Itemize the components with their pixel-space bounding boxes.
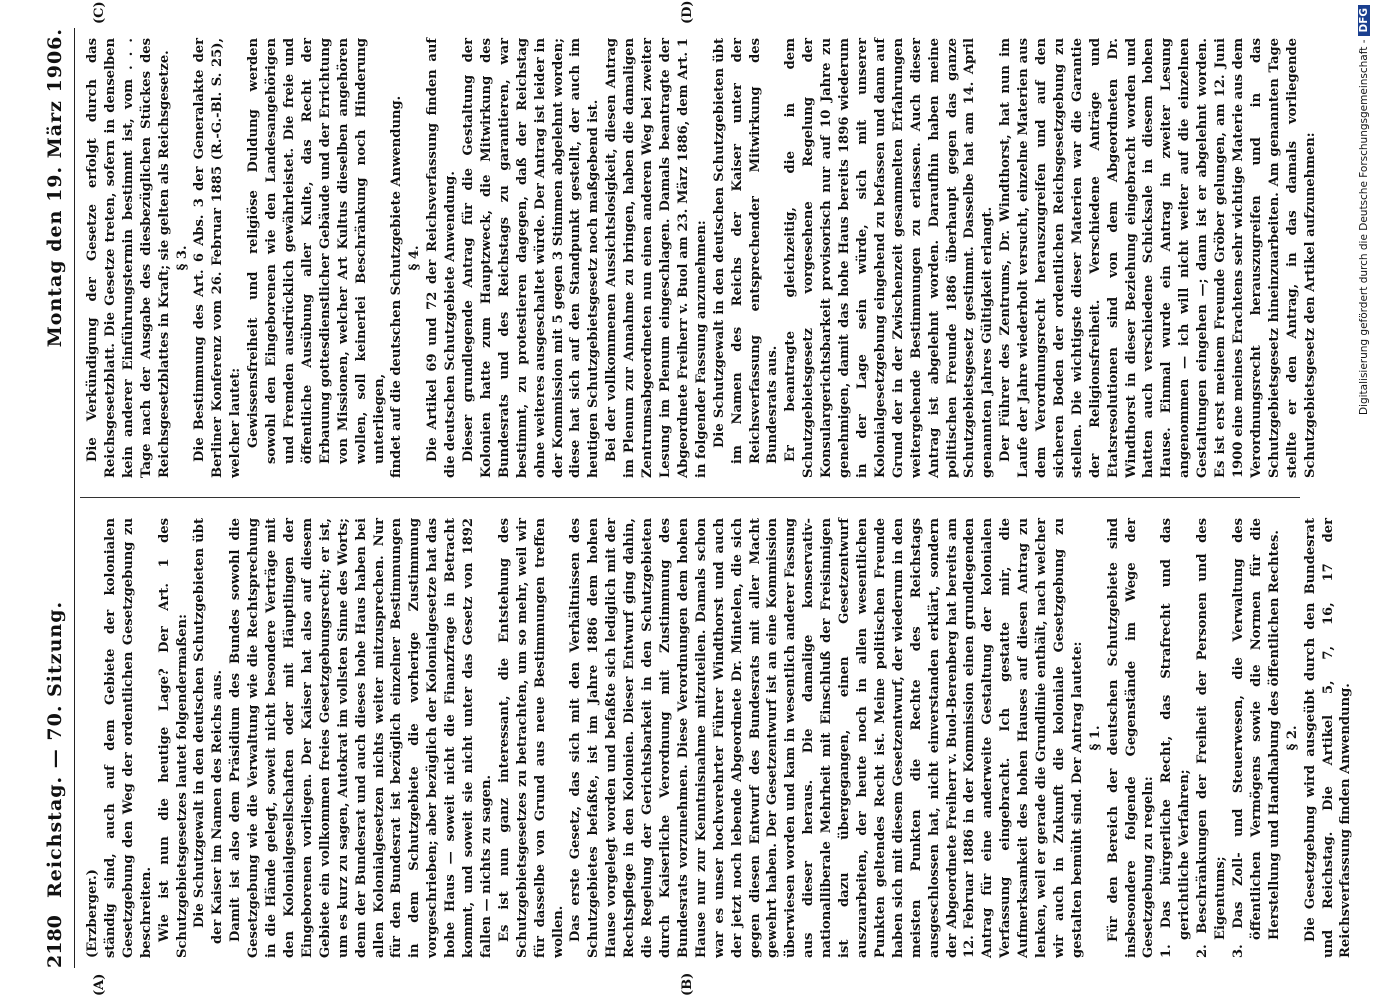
paragraph: Dieser grundlegende Antrag für die Gestaltung der Kolonien hatte zum Hauptzweck, die Mitwirkung des Bundesrats und des Reichstags zu garantieren, war bestimmt, zu protestieren dagegen, daß der Reichstag ohne weiteres ausgeschaltet würde. Der Antrag ist leider in der Kommission mit 5 gegen 3 Stimmen abgelehnt worden; diese hat sich auf den Standpunkt gestellt, der auch im heutigen Schutzgebietsgesetz noch maßgebend ist.: [461, 38, 602, 478]
paragraph: findet auf die deutschen Schutzgebiete Anwendung.: [389, 95, 405, 478]
list-item: 3. Das Zoll- und Steuerwesen, die Verwaltung des öffentlichen Vermögens sowie die Normen für die Herstellung und Handhabung des öffentlichen Rechtes.: [1231, 518, 1282, 958]
paragraph: Er beantragte gleichzeitig, die in dem Schutzgebietsgesetz vorgesehene Regelung der Konsulargerichtsbarkeit provisorisch nur auf 10 Jahre zu genehmigen, damit das hohe Haus bereits 1896 wiederum in der Lage sein würde, sich mit unserer Kolonialgesetzgebung eingehend zu befassen und dann auf Grund der in der Zwischenzeit gesammelten Erfahrungen weitergehende Bestimmungen zu erlassen. Auch dieser Antrag ist abgelehnt worden. Daraufhin haben meine politischen Freunde 1886 überhaupt gegen das ganze Schutzgebietsgesetz gestimmt. Dasselbe hat am 14. April genannten Jahres Gültigkeit erlangt.: [783, 38, 996, 478]
margin-marker-d: (D): [680, 0, 695, 24]
paragraph: Wie ist nun die heutige Lage? Der Art. 1 des Schutzgebietsgesetzes lautet folgendermaßen:: [156, 518, 190, 958]
section-heading: § 3.: [174, 245, 190, 271]
paragraph: Bei der vollkommenen Aussichtslosigkeit, diesen Antrag im Plenum zur Annahme zu bringen, haben die damaligen Zentrumsabgeordneten nun einen anderen Weg bei zweiter Lesung im Plenum eingeschlagen. Damals beantragte der Abgeordnete Freiherr v. Buol am 23. März 1886, dem Art. 1 in folgender Fassung anzunehmen:: [604, 38, 709, 478]
list-item: 1. Das bürgerliche Recht, das Strafrecht und das gerichtliche Verfahren;: [1159, 518, 1193, 958]
margin-marker-a: (A): [92, 973, 107, 996]
session-title: Reichstag. — 70. Sitzung.: [44, 600, 66, 898]
dfg-logo: DFG: [1358, 5, 1370, 36]
session-date: Montag den 19. März 1906.: [44, 28, 66, 348]
margin-marker-b: (B): [680, 972, 695, 996]
right-column: [84, 38, 1320, 478]
digitization-credit: Digitalisierung gefördert durch die Deutsche Forschungsgemeinschaft -: [1358, 39, 1370, 416]
section-heading: § 2.: [1284, 725, 1300, 751]
page-header: [40, 28, 75, 968]
rotated-page: [40, 0, 1354, 996]
left-column: [84, 518, 1355, 958]
list-item: 2. Beschränkungen der Freiheit der Personen und des Eigentums;: [1195, 518, 1229, 958]
paragraph: Die Verkündigung der Gesetze erfolgt durch das Reichsgesetzblatt. Die Gesetze treten, sofern in denselben kein anderer Einführungstermin bestimmt ist, vom . . . Tage nach der Ausgabe des diesbezüglichen Stückes des Reichsgesetzblattes in Kraft; sie gelten als Reichsgesetze.: [85, 38, 172, 478]
quoted-article: Gewissensfreiheit und religiöse Duldung werden sowohl den Eingeborenen wie den Landesangehörigen und Fremden ausdrücklich gewährleistet. Die freie und öffentliche Ausübung aller Kulte, das Recht der Erbauung gottesdienstlicher Gebäude und der Errichtung von Missionen, welcher Art Kultus dieselben angehören wollen, soll keinerlei Beschränkung noch Hinderung unterliegen,: [246, 37, 387, 464]
paragraph: Das erste Gesetz, das sich mit den Verhältnissen des Schutzgebietes befaßte, ist im Jahre 1886 dem hohen Hause vorgelegt worden und befaßte sich lediglich mit der Rechtspflege in den Kolonien. Dieser Entwurf ging dahin, die Regelung der Gerichtsbarkeit in den Schutzgebieten durch Kaiserliche Verordnung mit Zustimmung des Bundesrats vorzunehmen. Diese Verordnungen dem hohen Hause nur zur Kenntnisnahme mitzuteilen. Damals schon war es unser hochverehrter Führer Windthorst und auch der jetzt noch lebende Abgeordnete Dr. Mintelen, die sich gegen diesen Entwurf des Bundesrats mit aller Macht gewehrt haben. Der Gesetzentwurf ist an eine Kommission überwiesen worden und kam in wesentlich anderer Fassung aus dieser heraus. Die damalige konservativ-nationalliberale Mehrheit mit Einschluß der Freisinnigen ist dazu übergegangen, einen Gesetzentwurf auszuarbeiten, der heute noch in allen wesentlichen Punkten geltendes Recht ist. Meine politischen Freunde haben sich mit diesem Gesetzentwurf, der wiederum in den meisten Punkten die Rechte des Reichstags ausgeschlossen hat, nicht einverstanden erklärt, sondern der Abgeordnete Freiherr v. Buol-Berenberg hat bereits am 12. Februar 1886 in der Kommission einen grundlegenden Antrag für eine anderweite Gestaltung der kolonialen Verfassung eingebracht. Ich gestatte mir, die Aufmerksamkeit des hohen Hauses auf diesen Antrag zu lenken, weil er gerade die Grundlinie enthält, nach welcher wir auch in Zukunft die koloniale Gesetzgebung zu gestalten bemüht sind. Der Antrag lautete:: [568, 518, 1085, 958]
margin-marker-c: (C): [92, 1, 107, 24]
section-heading: § 4.: [407, 245, 423, 271]
digitization-note: [1355, 5, 1373, 995]
speaker-name: (Erzberger.): [85, 869, 100, 958]
paragraph: Die Bestimmung des Art. 6 Abs. 3 der Generalakte der Berliner Konferenz vom 26. Februar 1885 (R.-G.-Bl. S. 25), welcher lautet:: [192, 38, 244, 478]
paragraph: ständig sind, auch auf dem Gebiete der kolonialen Gesetzgebung den Weg der ordentlichen Gesetzgebung zu beschreiten.: [102, 518, 154, 958]
quoted-article: Die Schutzgewalt in den deutschen Schutzgebieten übt der Kaiser im Namen des Reichs aus.: [192, 518, 226, 944]
page-number: 2180: [44, 915, 66, 968]
digitization-text-block: [1355, 5, 1373, 995]
column-divider: [80, 497, 1300, 498]
paragraph: Die Artikel 69 und 72 der Reichsverfassung finden auf die deutschen Schutzgebiete Anwendung.: [425, 38, 459, 478]
paragraph: Damit ist also dem Präsidium des Bundes sowohl die Gesetzgebung wie die Verwaltung wie die Rechtsprechung in die Hände gelegt, soweit nicht besondere Verträge mit den Kolonialgesellschaften oder mit Häuptlingen der Eingeborenen vorliegen. Der Kaiser hat also auf diesem Gebiete ein vollkommen freies Gesetzgebungsrecht; er ist, um es kurz zu sagen, Autokrat im vollsten Sinne des Worts; denn der Bundesrat und auch dieses hohe Haus haben bei allen Kolonialgesetzen nichts weiter mitzusprechen. Nur für den Bundesrat ist bezüglich einzelner Bestimmungen in dem Schutzgebiete die vorherige Zustimmung vorgeschrieben; aber bezüglich der Kolonialgesetze hat das hohe Haus — soweit nicht die Finanzfrage in Betracht kommt, und soweit sie nicht unter das Gesetz von 1892 fallen — nichts zu sagen.: [228, 518, 494, 958]
quoted-article: Die Schutzgewalt in den deutschen Schutzgebieten übt im Namen des Reichs der Kaiser unter der Reichsverfassung entsprechender Mitwirkung des Bundesrats aus.: [711, 38, 781, 464]
paragraph: Der Führer des Zentrums, Dr. Windthorst, hat nun im Laufe der Jahre wiederholt versucht, einzelne Materien aus dem Verordnungsrecht herauszugreifen und auf den sicheren Boden der ordentlichen Reichsgesetzgebung zu stellen. Die wichtigste dieser Materien war die Garantie der Religionsfreiheit. Verschiedene Anträge und Etatsresolutionen sind von dem Abgeordneten Dr. Windthorst in dieser Beziehung eingebracht worden und hatten auch verschiedene Schicksale in diesem hohen Hause. Einmal wurde ein Antrag in zweiter Lesung angenommen — ich will nicht weiter auf die einzelnen Gestaltungen eingehen —; dann ist er abgelehnt worden. Es ist erst meinem Freunde Gröber gelungen, am 12. Juni 1900 eine meines Erachtens sehr wichtige Materie aus dem Verordnungsrecht herauszugreifen und in das Schutzgebietsgesetz hineinzuarbeiten. Am genannten Tage stellte er den Antrag, in das damals vorliegende Schutzgebietsgesetz den Artikel aufzunehmen:: [998, 38, 1318, 478]
section-heading: § 1.: [1087, 725, 1103, 751]
paragraph: Die Gesetzgebung wird ausgeübt durch den Bundesrat und Reichstag. Die Artikel 5, 7, 16, 17 der Reichsverfassung finden Anwendung.: [1302, 518, 1354, 958]
paragraph: Es ist nun ganz interessant, die Entstehung des Schutzgebietsgesetzes zu betrachten, um so mehr, weil wir für dasselbe von Grund aus neue Bestimmungen treffen wollen.: [496, 518, 566, 958]
paragraph: Für den Bereich der deutschen Schutzgebiete sind insbesondere folgende Gegenstände im Wege der Gesetzgebung zu regeln:: [1105, 518, 1157, 958]
